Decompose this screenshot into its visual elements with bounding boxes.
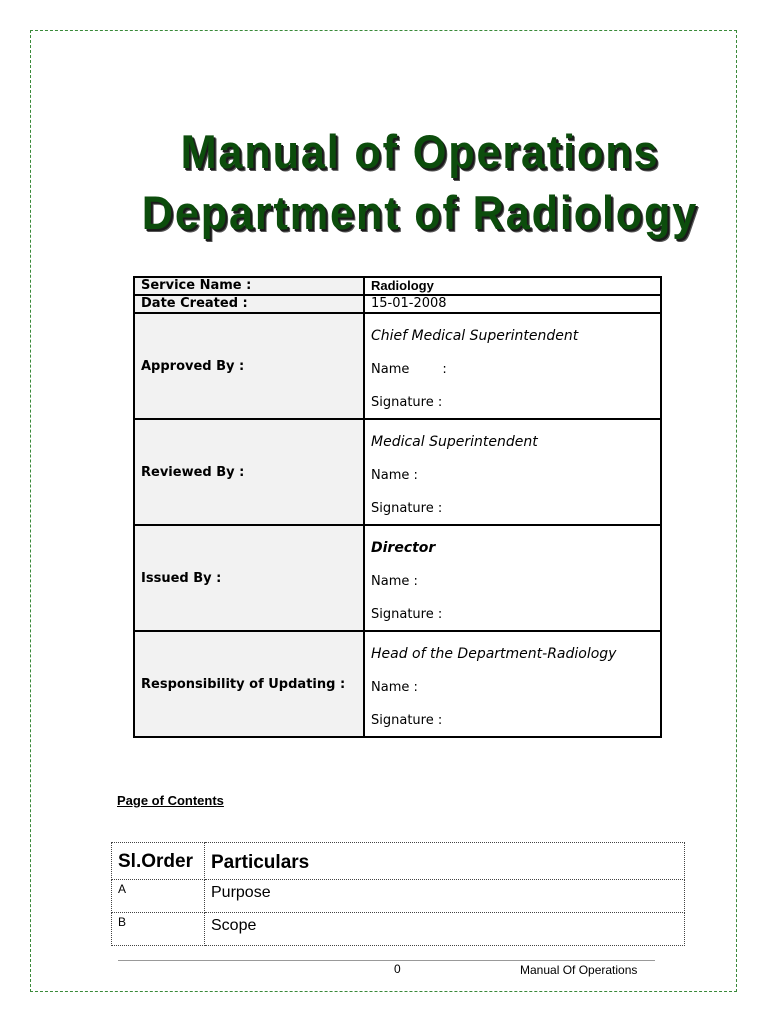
service-name-value: Radiology — [364, 277, 661, 295]
reviewed-by-signature: Signature : — [371, 501, 443, 516]
contents-particular-cell: Purpose — [205, 880, 685, 913]
service-name-label: Service Name : — [134, 277, 364, 295]
issued-by-cell — [364, 525, 661, 631]
table-row — [112, 913, 685, 946]
document-title-line-1: Manual of Operations — [180, 125, 660, 178]
issued-by-role: Director — [371, 540, 436, 556]
approved-by-row — [134, 313, 661, 419]
approved-by-label: Approved By : — [134, 313, 364, 419]
approved-by-name: Name : — [371, 362, 447, 377]
issued-by-label: Issued By : — [134, 525, 364, 631]
table-row — [112, 880, 685, 913]
contents-particular-cell: Scope — [205, 913, 685, 946]
contents-order-cell: B — [112, 913, 205, 946]
approved-by-cell — [364, 313, 661, 419]
updating-signature: Signature : — [371, 713, 443, 728]
issued-by-name: Name : — [371, 574, 418, 589]
reviewed-by-name: Name : — [371, 468, 418, 483]
approved-by-signature: Signature : — [371, 395, 443, 410]
footer-divider — [118, 960, 655, 961]
issued-by-signature: Signature : — [371, 607, 443, 622]
contents-col-order: Sl.Order — [112, 843, 205, 880]
reviewed-by-cell — [364, 419, 661, 525]
contents-header-row — [112, 843, 685, 880]
footer-page-number: 0 — [394, 962, 401, 976]
contents-col-particulars: Particulars — [205, 843, 685, 880]
updating-role: Head of the Department-Radiology — [371, 646, 617, 662]
date-created-row — [134, 295, 661, 313]
issued-by-row — [134, 525, 661, 631]
contents-order-cell: A — [112, 880, 205, 913]
document-info-table — [133, 276, 662, 738]
reviewed-by-role: Medical Superintendent — [371, 434, 538, 450]
date-created-value: 15-01-2008 — [364, 295, 661, 313]
service-name-row — [134, 277, 661, 295]
reviewed-by-label: Reviewed By : — [134, 419, 364, 525]
footer-document-title: Manual Of Operations — [520, 963, 638, 977]
updating-name: Name : — [371, 680, 418, 695]
reviewed-by-row — [134, 419, 661, 525]
approved-by-role: Chief Medical Superintendent — [371, 328, 579, 344]
contents-heading: Page of Contents — [117, 793, 224, 808]
date-created-label: Date Created : — [134, 295, 364, 313]
updating-label: Responsibility of Updating : — [134, 631, 364, 737]
contents-table — [111, 842, 685, 946]
updating-row — [134, 631, 661, 737]
updating-cell — [364, 631, 661, 737]
document-title-line-2: Department of Radiology — [141, 186, 699, 239]
